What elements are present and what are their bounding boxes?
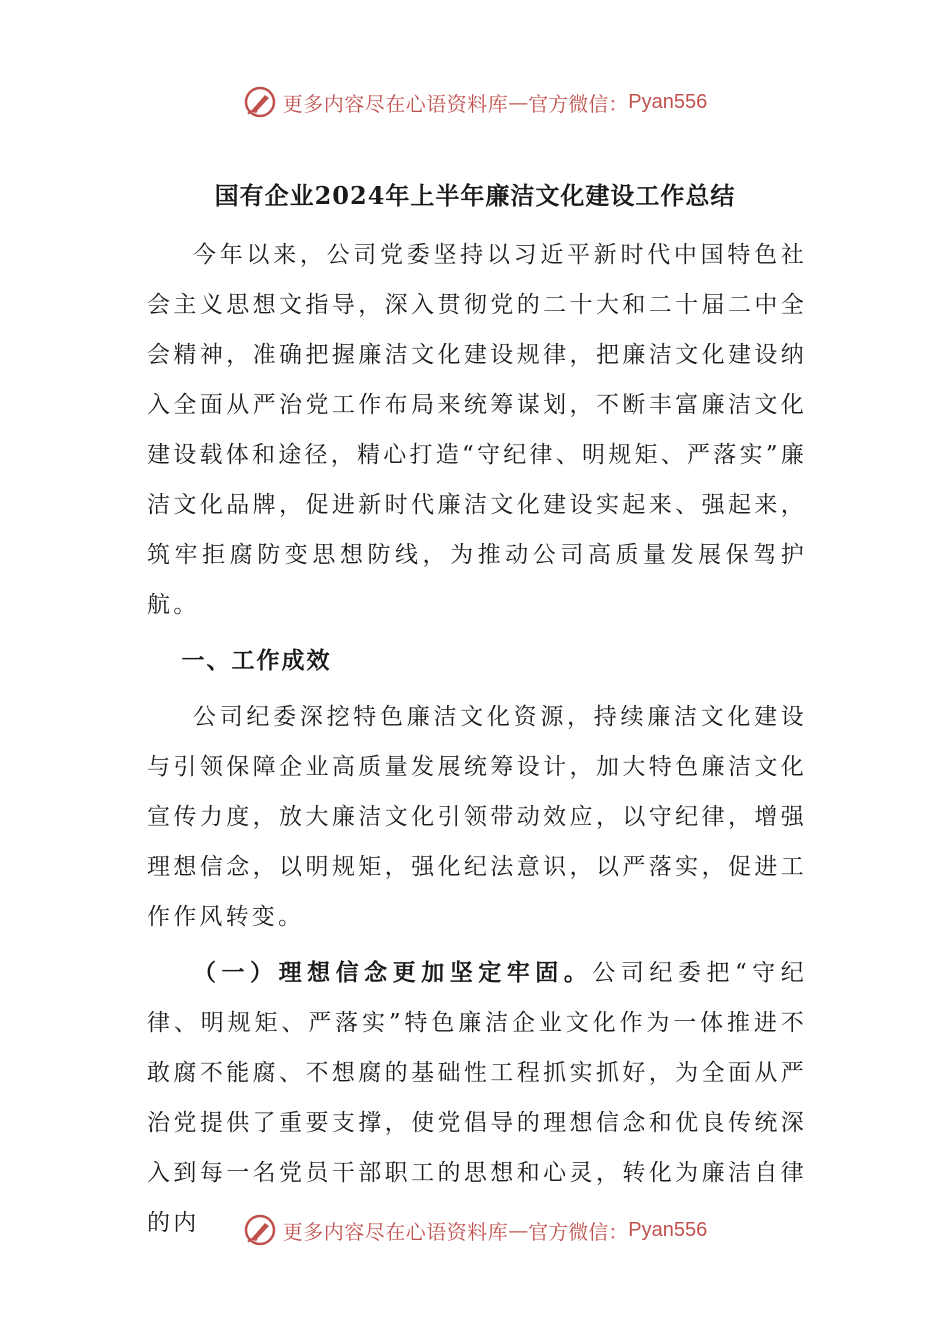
watermark-dash: —	[508, 1218, 529, 1242]
watermark-wechat-label: 官方微信：	[528, 1219, 629, 1244]
pen-in-circle-icon	[243, 1213, 277, 1247]
pen-in-circle-icon	[243, 85, 277, 119]
document-body	[147, 230, 807, 1248]
watermark-brand-text: 更多内容尽在心语资料库	[282, 1219, 509, 1244]
watermark-banner-bottom	[0, 1210, 950, 1250]
watermark-wechat-id: Pyan556	[628, 90, 708, 113]
subsection-text: 公司纪委把“守纪律、明规矩、严落实”特色廉洁企业文化作为一体推进不敢腐不能腐、不想腐的基础性工程抓实抓好，为全面从严治党提供了重要支撑，使党倡导的理想信念和优良传统深入到每一名党员干部职工的思想和心灵，转化为廉洁自律的内	[147, 960, 807, 1236]
subsection-lead: （一）理想信念更加坚定牢固。	[193, 959, 593, 986]
watermark-wechat-id: Pyan556	[628, 1218, 708, 1241]
subsection-paragraph	[147, 948, 807, 1248]
watermark-wechat-label: 官方微信：	[528, 91, 629, 116]
watermark-dash: —	[508, 90, 529, 114]
section-heading: 一、工作成效	[181, 647, 332, 674]
watermark-banner-top	[0, 82, 950, 122]
section-paragraph: 公司纪委深挖特色廉洁文化资源，持续廉洁文化建设与引领保障企业高质量发展统筹设计，加大特色廉洁文化宣传力度，放大廉洁文化引领带动效应，以守纪律，增强理想信念，以明规矩，强化纪法意识，以严落实，促进工作作风转变。	[147, 704, 807, 930]
watermark-brand-text: 更多内容尽在心语资料库	[282, 91, 509, 116]
intro-paragraph: 今年以来，公司党委坚持以习近平新时代中国特色社会主义思想文指导，深入贯彻党的二十大和二十届二中全会精神，准确把握廉洁文化建设规律，把廉洁文化建设纳入全面从严治党工作布局来统筹谋划，不断丰富廉洁文化建设载体和途径，精心打造“守纪律、明规矩、严落实”廉洁文化品牌，促进新时代廉洁文化建设实起来、强起来，筑牢拒腐防变思想防线，为推动公司高质量发展保驾护航。	[147, 242, 807, 618]
document-title: 国有企业2024年上半年廉洁文化建设工作总结	[214, 181, 736, 210]
